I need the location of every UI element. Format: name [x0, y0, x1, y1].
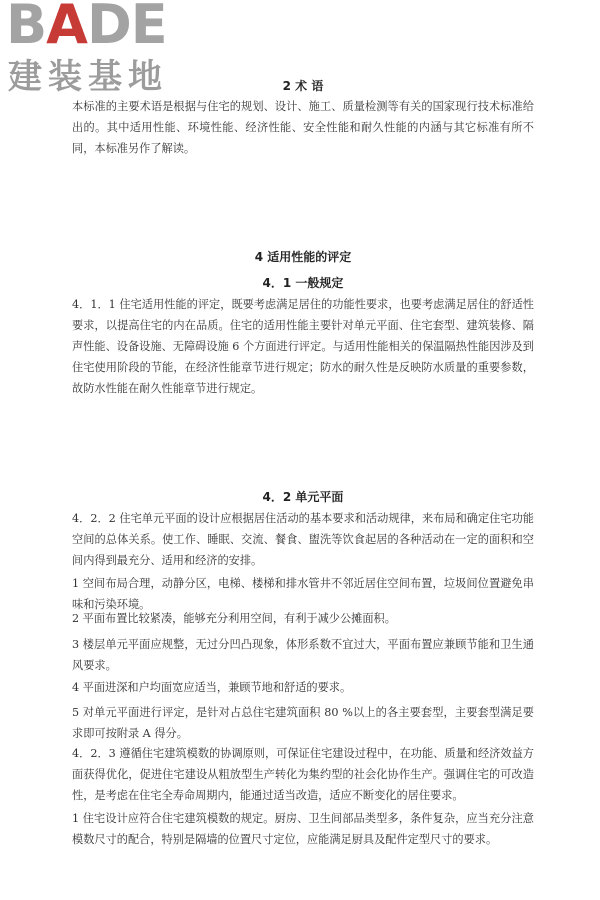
paragraph-4-2-2: 4．2．2 住宅单元平面的设计应根据居住活动的基本要求和活动规律，来布局和确定住宅功能空间的总体关系。使工作、睡眠、交流、餐食、盥洗等饮食起居的各种活动在一定的面积和空间内得到最充分、适用和经济的安排。 — [72, 512, 534, 567]
paragraph-4-2-3: 4．2．3 遵循住宅建筑模数的协调原则，可保证住宅建设过程中，在功能、质量和经济效益方面获得优化，促进住宅建设从粗放型生产转化为集约型的社会化协作生产。强调住宅的可改造性，是考虑在住宅全寿命周期内，能通过适当改造，适应不断变化的居住要求。 — [72, 747, 534, 802]
list-item-2: 2 平面布置比较紧凑，能够充分利用空间，有利于减少公摊面积。 — [72, 612, 396, 625]
section-4-heading: 4 适用性能的评定 — [254, 250, 352, 264]
paragraph-4-1-1: 4．1．1 住宅适用性能的评定，既要考虑满足居住的功能性要求，也要考虑满足居住的舒适性要求，以提高住宅的内在品质。住宅的适用性能主要针对单元平面、住宅套型、建筑装修、隔声性能、设备设施、无障碍设施 6 个方面进行评定。与适用性能相关的保温隔热性能因涉及到住宅使用阶段的节能，在经济性能章节进行规定；防水的耐久性是反映防水质量的重要参数，故防水性能在耐久性能章节进行规定。 — [72, 298, 534, 395]
section-4-1-heading: 4．1 一般规定 — [262, 276, 344, 290]
watermark-subtitle: 建装基地 — [8, 57, 168, 97]
section-2-heading: 2 术 语 — [282, 79, 324, 93]
list-item-3: 3 楼层单元平面应规整，无过分凹凸现象，体形系数不宜过大，平面布置应兼顾节能和卫生通风要求。 — [72, 638, 534, 672]
list-item-5: 5 对单元平面进行评定，是针对占总住宅建筑面积 80 %以上的各主要套型，主要套型满足要求即可按附录 A 得分。 — [72, 706, 534, 740]
watermark-logo-text: BADE — [6, 0, 167, 56]
list-item-4: 4 平面进深和户均面宽应适当，兼顾节地和舒适的要求。 — [72, 681, 352, 694]
list-item-1: 1 空间布局合理，动静分区，电梯、楼梯和排水管井不邻近居住空间布置，垃圾间位置避免串味和污染环境。 — [72, 577, 534, 611]
section-4-2-heading: 4．2 单元平面 — [262, 490, 344, 504]
section-2-paragraph: 本标准的主要术语是根据与住宅的规划、设计、施工、质量检测等有关的国家现行技术标准给出的。其中适用性能、环境性能、经济性能、安全性能和耐久性能的内涵与其它标准有所不同，本标准另作了解读。 — [72, 100, 534, 155]
list-item-last: 1 住宅设计应符合住宅建筑模数的规定。厨房、卫生间部品类型多，条件复杂，应当充分注意模数尺寸的配合，特别是隔墙的位置尺寸定位，应能满足厨具及配件定型尺寸的要求。 — [72, 812, 534, 846]
